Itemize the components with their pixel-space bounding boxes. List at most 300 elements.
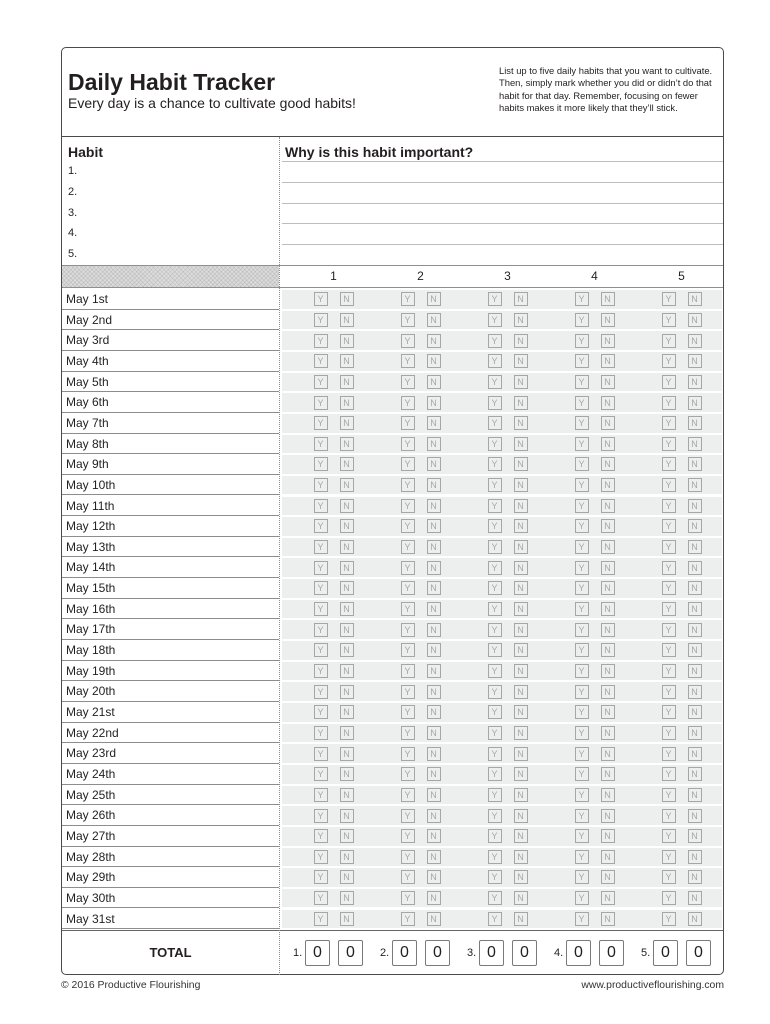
no-checkbox[interactable]: N bbox=[340, 396, 354, 410]
yes-checkbox[interactable]: Y bbox=[401, 519, 415, 533]
no-checkbox[interactable]: N bbox=[601, 499, 615, 513]
no-checkbox[interactable]: N bbox=[427, 788, 441, 802]
yes-checkbox[interactable]: Y bbox=[401, 850, 415, 864]
no-total-field[interactable]: 0 bbox=[512, 940, 537, 966]
yes-checkbox[interactable]: Y bbox=[488, 809, 502, 823]
habit-name-field[interactable] bbox=[82, 161, 274, 182]
no-total-field[interactable]: 0 bbox=[338, 940, 363, 966]
no-checkbox[interactable]: N bbox=[427, 499, 441, 513]
yes-checkbox[interactable]: Y bbox=[488, 416, 502, 430]
no-checkbox[interactable]: N bbox=[340, 829, 354, 843]
no-checkbox[interactable]: N bbox=[514, 602, 528, 616]
no-checkbox[interactable]: N bbox=[601, 334, 615, 348]
no-checkbox[interactable]: N bbox=[688, 891, 702, 905]
no-checkbox[interactable]: N bbox=[601, 705, 615, 719]
no-checkbox[interactable]: N bbox=[514, 767, 528, 781]
no-checkbox[interactable]: N bbox=[340, 416, 354, 430]
no-checkbox[interactable]: N bbox=[601, 602, 615, 616]
yes-checkbox[interactable]: Y bbox=[314, 643, 328, 657]
yes-checkbox[interactable]: Y bbox=[575, 478, 589, 492]
no-checkbox[interactable]: N bbox=[427, 334, 441, 348]
no-checkbox[interactable]: N bbox=[340, 457, 354, 471]
yes-checkbox[interactable]: Y bbox=[488, 396, 502, 410]
yes-checkbox[interactable]: Y bbox=[488, 354, 502, 368]
website-link[interactable]: www.productiveflourishing.com bbox=[581, 980, 724, 991]
no-checkbox[interactable]: N bbox=[601, 891, 615, 905]
yes-checkbox[interactable]: Y bbox=[314, 437, 328, 451]
no-checkbox[interactable]: N bbox=[688, 747, 702, 761]
no-checkbox[interactable]: N bbox=[688, 499, 702, 513]
no-checkbox[interactable]: N bbox=[514, 437, 528, 451]
yes-checkbox[interactable]: Y bbox=[488, 747, 502, 761]
no-checkbox[interactable]: N bbox=[340, 561, 354, 575]
yes-checkbox[interactable]: Y bbox=[488, 499, 502, 513]
yes-checkbox[interactable]: Y bbox=[314, 747, 328, 761]
no-checkbox[interactable]: N bbox=[601, 292, 615, 306]
yes-checkbox[interactable]: Y bbox=[575, 561, 589, 575]
no-checkbox[interactable]: N bbox=[427, 829, 441, 843]
no-total-field[interactable]: 0 bbox=[425, 940, 450, 966]
no-checkbox[interactable]: N bbox=[601, 685, 615, 699]
yes-checkbox[interactable]: Y bbox=[401, 499, 415, 513]
no-checkbox[interactable]: N bbox=[514, 685, 528, 699]
yes-checkbox[interactable]: Y bbox=[662, 623, 676, 637]
no-checkbox[interactable]: N bbox=[601, 850, 615, 864]
yes-checkbox[interactable]: Y bbox=[488, 519, 502, 533]
no-checkbox[interactable]: N bbox=[688, 685, 702, 699]
no-checkbox[interactable]: N bbox=[340, 643, 354, 657]
no-checkbox[interactable]: N bbox=[601, 540, 615, 554]
yes-checkbox[interactable]: Y bbox=[314, 809, 328, 823]
yes-checkbox[interactable]: Y bbox=[314, 685, 328, 699]
no-checkbox[interactable]: N bbox=[514, 870, 528, 884]
yes-checkbox[interactable]: Y bbox=[314, 561, 328, 575]
yes-checkbox[interactable]: Y bbox=[401, 870, 415, 884]
yes-checkbox[interactable]: Y bbox=[401, 602, 415, 616]
no-checkbox[interactable]: N bbox=[688, 623, 702, 637]
yes-checkbox[interactable]: Y bbox=[488, 870, 502, 884]
yes-checkbox[interactable]: Y bbox=[401, 581, 415, 595]
no-checkbox[interactable]: N bbox=[601, 623, 615, 637]
yes-checkbox[interactable]: Y bbox=[401, 540, 415, 554]
yes-checkbox[interactable]: Y bbox=[314, 870, 328, 884]
no-checkbox[interactable]: N bbox=[514, 540, 528, 554]
no-checkbox[interactable]: N bbox=[688, 478, 702, 492]
no-checkbox[interactable]: N bbox=[514, 829, 528, 843]
no-checkbox[interactable]: N bbox=[688, 540, 702, 554]
yes-checkbox[interactable]: Y bbox=[488, 726, 502, 740]
yes-checkbox[interactable]: Y bbox=[662, 829, 676, 843]
yes-checkbox[interactable]: Y bbox=[662, 313, 676, 327]
yes-checkbox[interactable]: Y bbox=[488, 292, 502, 306]
no-checkbox[interactable]: N bbox=[514, 664, 528, 678]
no-checkbox[interactable]: N bbox=[340, 623, 354, 637]
yes-total-field[interactable]: 0 bbox=[305, 940, 330, 966]
no-checkbox[interactable]: N bbox=[340, 664, 354, 678]
no-checkbox[interactable]: N bbox=[427, 685, 441, 699]
no-checkbox[interactable]: N bbox=[601, 478, 615, 492]
yes-checkbox[interactable]: Y bbox=[314, 850, 328, 864]
yes-checkbox[interactable]: Y bbox=[401, 416, 415, 430]
yes-checkbox[interactable]: Y bbox=[662, 788, 676, 802]
yes-checkbox[interactable]: Y bbox=[575, 354, 589, 368]
yes-checkbox[interactable]: Y bbox=[401, 313, 415, 327]
yes-checkbox[interactable]: Y bbox=[314, 478, 328, 492]
habit-name-field[interactable] bbox=[82, 223, 274, 244]
no-checkbox[interactable]: N bbox=[601, 581, 615, 595]
no-checkbox[interactable]: N bbox=[427, 561, 441, 575]
yes-checkbox[interactable]: Y bbox=[662, 334, 676, 348]
yes-checkbox[interactable]: Y bbox=[488, 767, 502, 781]
no-checkbox[interactable]: N bbox=[688, 602, 702, 616]
yes-checkbox[interactable]: Y bbox=[401, 354, 415, 368]
yes-checkbox[interactable]: Y bbox=[488, 912, 502, 926]
yes-checkbox[interactable]: Y bbox=[314, 891, 328, 905]
habit-reason-field[interactable] bbox=[282, 244, 723, 265]
yes-checkbox[interactable]: Y bbox=[575, 726, 589, 740]
yes-checkbox[interactable]: Y bbox=[662, 354, 676, 368]
yes-checkbox[interactable]: Y bbox=[662, 519, 676, 533]
no-checkbox[interactable]: N bbox=[427, 519, 441, 533]
yes-checkbox[interactable]: Y bbox=[662, 767, 676, 781]
yes-checkbox[interactable]: Y bbox=[401, 685, 415, 699]
no-checkbox[interactable]: N bbox=[688, 788, 702, 802]
no-checkbox[interactable]: N bbox=[427, 313, 441, 327]
yes-checkbox[interactable]: Y bbox=[314, 788, 328, 802]
yes-checkbox[interactable]: Y bbox=[314, 292, 328, 306]
no-checkbox[interactable]: N bbox=[427, 602, 441, 616]
no-checkbox[interactable]: N bbox=[340, 870, 354, 884]
no-checkbox[interactable]: N bbox=[601, 829, 615, 843]
no-checkbox[interactable]: N bbox=[427, 478, 441, 492]
yes-checkbox[interactable]: Y bbox=[488, 602, 502, 616]
no-checkbox[interactable]: N bbox=[340, 540, 354, 554]
no-checkbox[interactable]: N bbox=[427, 457, 441, 471]
no-checkbox[interactable]: N bbox=[688, 705, 702, 719]
no-checkbox[interactable]: N bbox=[688, 850, 702, 864]
yes-checkbox[interactable]: Y bbox=[401, 891, 415, 905]
habit-name-field[interactable] bbox=[82, 182, 274, 203]
yes-checkbox[interactable]: Y bbox=[575, 870, 589, 884]
yes-checkbox[interactable]: Y bbox=[488, 685, 502, 699]
no-checkbox[interactable]: N bbox=[688, 561, 702, 575]
no-checkbox[interactable]: N bbox=[427, 705, 441, 719]
no-checkbox[interactable]: N bbox=[427, 416, 441, 430]
no-checkbox[interactable]: N bbox=[601, 437, 615, 451]
no-checkbox[interactable]: N bbox=[514, 891, 528, 905]
no-checkbox[interactable]: N bbox=[514, 519, 528, 533]
yes-checkbox[interactable]: Y bbox=[488, 334, 502, 348]
yes-checkbox[interactable]: Y bbox=[575, 788, 589, 802]
yes-checkbox[interactable]: Y bbox=[575, 540, 589, 554]
yes-checkbox[interactable]: Y bbox=[662, 581, 676, 595]
no-checkbox[interactable]: N bbox=[601, 767, 615, 781]
yes-checkbox[interactable]: Y bbox=[575, 499, 589, 513]
yes-checkbox[interactable]: Y bbox=[575, 334, 589, 348]
yes-checkbox[interactable]: Y bbox=[575, 809, 589, 823]
yes-checkbox[interactable]: Y bbox=[488, 664, 502, 678]
yes-checkbox[interactable]: Y bbox=[314, 396, 328, 410]
yes-checkbox[interactable]: Y bbox=[314, 540, 328, 554]
no-checkbox[interactable]: N bbox=[340, 602, 354, 616]
yes-checkbox[interactable]: Y bbox=[314, 623, 328, 637]
no-checkbox[interactable]: N bbox=[514, 623, 528, 637]
yes-checkbox[interactable]: Y bbox=[314, 457, 328, 471]
yes-checkbox[interactable]: Y bbox=[488, 457, 502, 471]
yes-checkbox[interactable]: Y bbox=[401, 767, 415, 781]
no-checkbox[interactable]: N bbox=[688, 313, 702, 327]
yes-checkbox[interactable]: Y bbox=[662, 561, 676, 575]
yes-checkbox[interactable]: Y bbox=[575, 685, 589, 699]
no-checkbox[interactable]: N bbox=[688, 912, 702, 926]
yes-checkbox[interactable]: Y bbox=[662, 396, 676, 410]
no-checkbox[interactable]: N bbox=[514, 478, 528, 492]
no-checkbox[interactable]: N bbox=[340, 685, 354, 699]
no-checkbox[interactable]: N bbox=[340, 891, 354, 905]
yes-checkbox[interactable]: Y bbox=[662, 685, 676, 699]
no-checkbox[interactable]: N bbox=[688, 664, 702, 678]
no-checkbox[interactable]: N bbox=[601, 416, 615, 430]
no-checkbox[interactable]: N bbox=[688, 726, 702, 740]
yes-checkbox[interactable]: Y bbox=[575, 829, 589, 843]
yes-checkbox[interactable]: Y bbox=[662, 705, 676, 719]
no-checkbox[interactable]: N bbox=[514, 457, 528, 471]
yes-checkbox[interactable]: Y bbox=[575, 292, 589, 306]
yes-checkbox[interactable]: Y bbox=[488, 478, 502, 492]
yes-checkbox[interactable]: Y bbox=[314, 581, 328, 595]
yes-checkbox[interactable]: Y bbox=[575, 705, 589, 719]
no-checkbox[interactable]: N bbox=[601, 912, 615, 926]
no-checkbox[interactable]: N bbox=[427, 912, 441, 926]
yes-checkbox[interactable]: Y bbox=[401, 396, 415, 410]
no-total-field[interactable]: 0 bbox=[686, 940, 711, 966]
no-checkbox[interactable]: N bbox=[340, 499, 354, 513]
yes-checkbox[interactable]: Y bbox=[401, 478, 415, 492]
yes-checkbox[interactable]: Y bbox=[401, 747, 415, 761]
yes-checkbox[interactable]: Y bbox=[662, 726, 676, 740]
habit-reason-field[interactable] bbox=[282, 182, 723, 203]
no-checkbox[interactable]: N bbox=[688, 292, 702, 306]
no-checkbox[interactable]: N bbox=[340, 850, 354, 864]
yes-checkbox[interactable]: Y bbox=[662, 912, 676, 926]
no-checkbox[interactable]: N bbox=[601, 643, 615, 657]
no-checkbox[interactable]: N bbox=[514, 850, 528, 864]
yes-checkbox[interactable]: Y bbox=[314, 912, 328, 926]
yes-checkbox[interactable]: Y bbox=[314, 829, 328, 843]
no-checkbox[interactable]: N bbox=[340, 788, 354, 802]
yes-checkbox[interactable]: Y bbox=[662, 602, 676, 616]
yes-checkbox[interactable]: Y bbox=[314, 416, 328, 430]
yes-checkbox[interactable]: Y bbox=[662, 437, 676, 451]
no-checkbox[interactable]: N bbox=[340, 747, 354, 761]
yes-checkbox[interactable]: Y bbox=[575, 519, 589, 533]
yes-checkbox[interactable]: Y bbox=[401, 809, 415, 823]
no-checkbox[interactable]: N bbox=[340, 767, 354, 781]
no-checkbox[interactable]: N bbox=[514, 561, 528, 575]
yes-checkbox[interactable]: Y bbox=[488, 891, 502, 905]
habit-name-field[interactable] bbox=[82, 203, 274, 224]
no-checkbox[interactable]: N bbox=[601, 396, 615, 410]
yes-checkbox[interactable]: Y bbox=[488, 561, 502, 575]
yes-checkbox[interactable]: Y bbox=[488, 313, 502, 327]
no-checkbox[interactable]: N bbox=[514, 581, 528, 595]
yes-checkbox[interactable]: Y bbox=[662, 850, 676, 864]
yes-checkbox[interactable]: Y bbox=[401, 561, 415, 575]
no-checkbox[interactable]: N bbox=[688, 767, 702, 781]
no-checkbox[interactable]: N bbox=[340, 313, 354, 327]
yes-checkbox[interactable]: Y bbox=[575, 437, 589, 451]
no-checkbox[interactable]: N bbox=[514, 705, 528, 719]
habit-name-field[interactable] bbox=[82, 244, 274, 265]
yes-checkbox[interactable]: Y bbox=[575, 891, 589, 905]
yes-checkbox[interactable]: Y bbox=[662, 664, 676, 678]
yes-checkbox[interactable]: Y bbox=[575, 664, 589, 678]
no-checkbox[interactable]: N bbox=[514, 912, 528, 926]
no-checkbox[interactable]: N bbox=[514, 499, 528, 513]
no-checkbox[interactable]: N bbox=[688, 829, 702, 843]
yes-checkbox[interactable]: Y bbox=[575, 747, 589, 761]
yes-checkbox[interactable]: Y bbox=[488, 540, 502, 554]
habit-reason-field[interactable] bbox=[282, 161, 723, 182]
yes-checkbox[interactable]: Y bbox=[662, 499, 676, 513]
yes-total-field[interactable]: 0 bbox=[653, 940, 678, 966]
no-checkbox[interactable]: N bbox=[427, 726, 441, 740]
yes-checkbox[interactable]: Y bbox=[401, 788, 415, 802]
no-checkbox[interactable]: N bbox=[688, 396, 702, 410]
yes-checkbox[interactable]: Y bbox=[662, 375, 676, 389]
yes-checkbox[interactable]: Y bbox=[314, 726, 328, 740]
no-checkbox[interactable]: N bbox=[688, 416, 702, 430]
no-checkbox[interactable]: N bbox=[688, 581, 702, 595]
yes-checkbox[interactable]: Y bbox=[575, 581, 589, 595]
yes-checkbox[interactable]: Y bbox=[662, 540, 676, 554]
no-checkbox[interactable]: N bbox=[340, 912, 354, 926]
yes-checkbox[interactable]: Y bbox=[575, 623, 589, 637]
yes-checkbox[interactable]: Y bbox=[488, 623, 502, 637]
no-checkbox[interactable]: N bbox=[340, 726, 354, 740]
yes-checkbox[interactable]: Y bbox=[662, 457, 676, 471]
no-checkbox[interactable]: N bbox=[688, 437, 702, 451]
yes-total-field[interactable]: 0 bbox=[392, 940, 417, 966]
yes-checkbox[interactable]: Y bbox=[488, 705, 502, 719]
no-checkbox[interactable]: N bbox=[514, 334, 528, 348]
yes-checkbox[interactable]: Y bbox=[575, 850, 589, 864]
no-checkbox[interactable]: N bbox=[514, 726, 528, 740]
no-checkbox[interactable]: N bbox=[514, 416, 528, 430]
no-total-field[interactable]: 0 bbox=[599, 940, 624, 966]
no-checkbox[interactable]: N bbox=[514, 788, 528, 802]
yes-checkbox[interactable]: Y bbox=[314, 602, 328, 616]
yes-checkbox[interactable]: Y bbox=[401, 912, 415, 926]
no-checkbox[interactable]: N bbox=[688, 334, 702, 348]
no-checkbox[interactable]: N bbox=[601, 561, 615, 575]
no-checkbox[interactable]: N bbox=[427, 437, 441, 451]
yes-checkbox[interactable]: Y bbox=[314, 313, 328, 327]
no-checkbox[interactable]: N bbox=[340, 705, 354, 719]
no-checkbox[interactable]: N bbox=[340, 437, 354, 451]
no-checkbox[interactable]: N bbox=[601, 726, 615, 740]
yes-checkbox[interactable]: Y bbox=[314, 767, 328, 781]
no-checkbox[interactable]: N bbox=[688, 375, 702, 389]
yes-total-field[interactable]: 0 bbox=[479, 940, 504, 966]
yes-checkbox[interactable]: Y bbox=[488, 437, 502, 451]
no-checkbox[interactable]: N bbox=[688, 457, 702, 471]
yes-checkbox[interactable]: Y bbox=[314, 705, 328, 719]
no-checkbox[interactable]: N bbox=[340, 334, 354, 348]
yes-checkbox[interactable]: Y bbox=[662, 809, 676, 823]
no-checkbox[interactable]: N bbox=[601, 375, 615, 389]
yes-checkbox[interactable]: Y bbox=[401, 705, 415, 719]
yes-checkbox[interactable]: Y bbox=[401, 457, 415, 471]
no-checkbox[interactable]: N bbox=[601, 747, 615, 761]
yes-checkbox[interactable]: Y bbox=[314, 375, 328, 389]
yes-checkbox[interactable]: Y bbox=[662, 416, 676, 430]
yes-checkbox[interactable]: Y bbox=[314, 354, 328, 368]
yes-checkbox[interactable]: Y bbox=[488, 788, 502, 802]
no-checkbox[interactable]: N bbox=[601, 870, 615, 884]
yes-checkbox[interactable]: Y bbox=[662, 870, 676, 884]
no-checkbox[interactable]: N bbox=[427, 354, 441, 368]
yes-checkbox[interactable]: Y bbox=[662, 891, 676, 905]
no-checkbox[interactable]: N bbox=[601, 788, 615, 802]
no-checkbox[interactable]: N bbox=[427, 623, 441, 637]
yes-total-field[interactable]: 0 bbox=[566, 940, 591, 966]
yes-checkbox[interactable]: Y bbox=[401, 437, 415, 451]
yes-checkbox[interactable]: Y bbox=[575, 602, 589, 616]
yes-checkbox[interactable]: Y bbox=[488, 581, 502, 595]
no-checkbox[interactable]: N bbox=[427, 767, 441, 781]
yes-checkbox[interactable]: Y bbox=[488, 829, 502, 843]
no-checkbox[interactable]: N bbox=[427, 747, 441, 761]
yes-checkbox[interactable]: Y bbox=[314, 499, 328, 513]
yes-checkbox[interactable]: Y bbox=[575, 767, 589, 781]
no-checkbox[interactable]: N bbox=[601, 809, 615, 823]
yes-checkbox[interactable]: Y bbox=[662, 643, 676, 657]
yes-checkbox[interactable]: Y bbox=[575, 912, 589, 926]
yes-checkbox[interactable]: Y bbox=[401, 829, 415, 843]
no-checkbox[interactable]: N bbox=[601, 457, 615, 471]
no-checkbox[interactable]: N bbox=[514, 375, 528, 389]
no-checkbox[interactable]: N bbox=[427, 809, 441, 823]
no-checkbox[interactable]: N bbox=[340, 292, 354, 306]
yes-checkbox[interactable]: Y bbox=[662, 292, 676, 306]
yes-checkbox[interactable]: Y bbox=[401, 334, 415, 348]
yes-checkbox[interactable]: Y bbox=[488, 375, 502, 389]
no-checkbox[interactable]: N bbox=[514, 747, 528, 761]
no-checkbox[interactable]: N bbox=[514, 643, 528, 657]
no-checkbox[interactable]: N bbox=[601, 664, 615, 678]
no-checkbox[interactable]: N bbox=[601, 313, 615, 327]
no-checkbox[interactable]: N bbox=[514, 396, 528, 410]
yes-checkbox[interactable]: Y bbox=[401, 375, 415, 389]
no-checkbox[interactable]: N bbox=[688, 354, 702, 368]
no-checkbox[interactable]: N bbox=[514, 809, 528, 823]
no-checkbox[interactable]: N bbox=[340, 478, 354, 492]
no-checkbox[interactable]: N bbox=[427, 581, 441, 595]
yes-checkbox[interactable]: Y bbox=[662, 747, 676, 761]
yes-checkbox[interactable]: Y bbox=[575, 416, 589, 430]
no-checkbox[interactable]: N bbox=[427, 850, 441, 864]
no-checkbox[interactable]: N bbox=[340, 809, 354, 823]
no-checkbox[interactable]: N bbox=[514, 292, 528, 306]
yes-checkbox[interactable]: Y bbox=[575, 457, 589, 471]
no-checkbox[interactable]: N bbox=[688, 809, 702, 823]
no-checkbox[interactable]: N bbox=[601, 354, 615, 368]
no-checkbox[interactable]: N bbox=[514, 354, 528, 368]
no-checkbox[interactable]: N bbox=[340, 375, 354, 389]
no-checkbox[interactable]: N bbox=[340, 519, 354, 533]
yes-checkbox[interactable]: Y bbox=[401, 643, 415, 657]
